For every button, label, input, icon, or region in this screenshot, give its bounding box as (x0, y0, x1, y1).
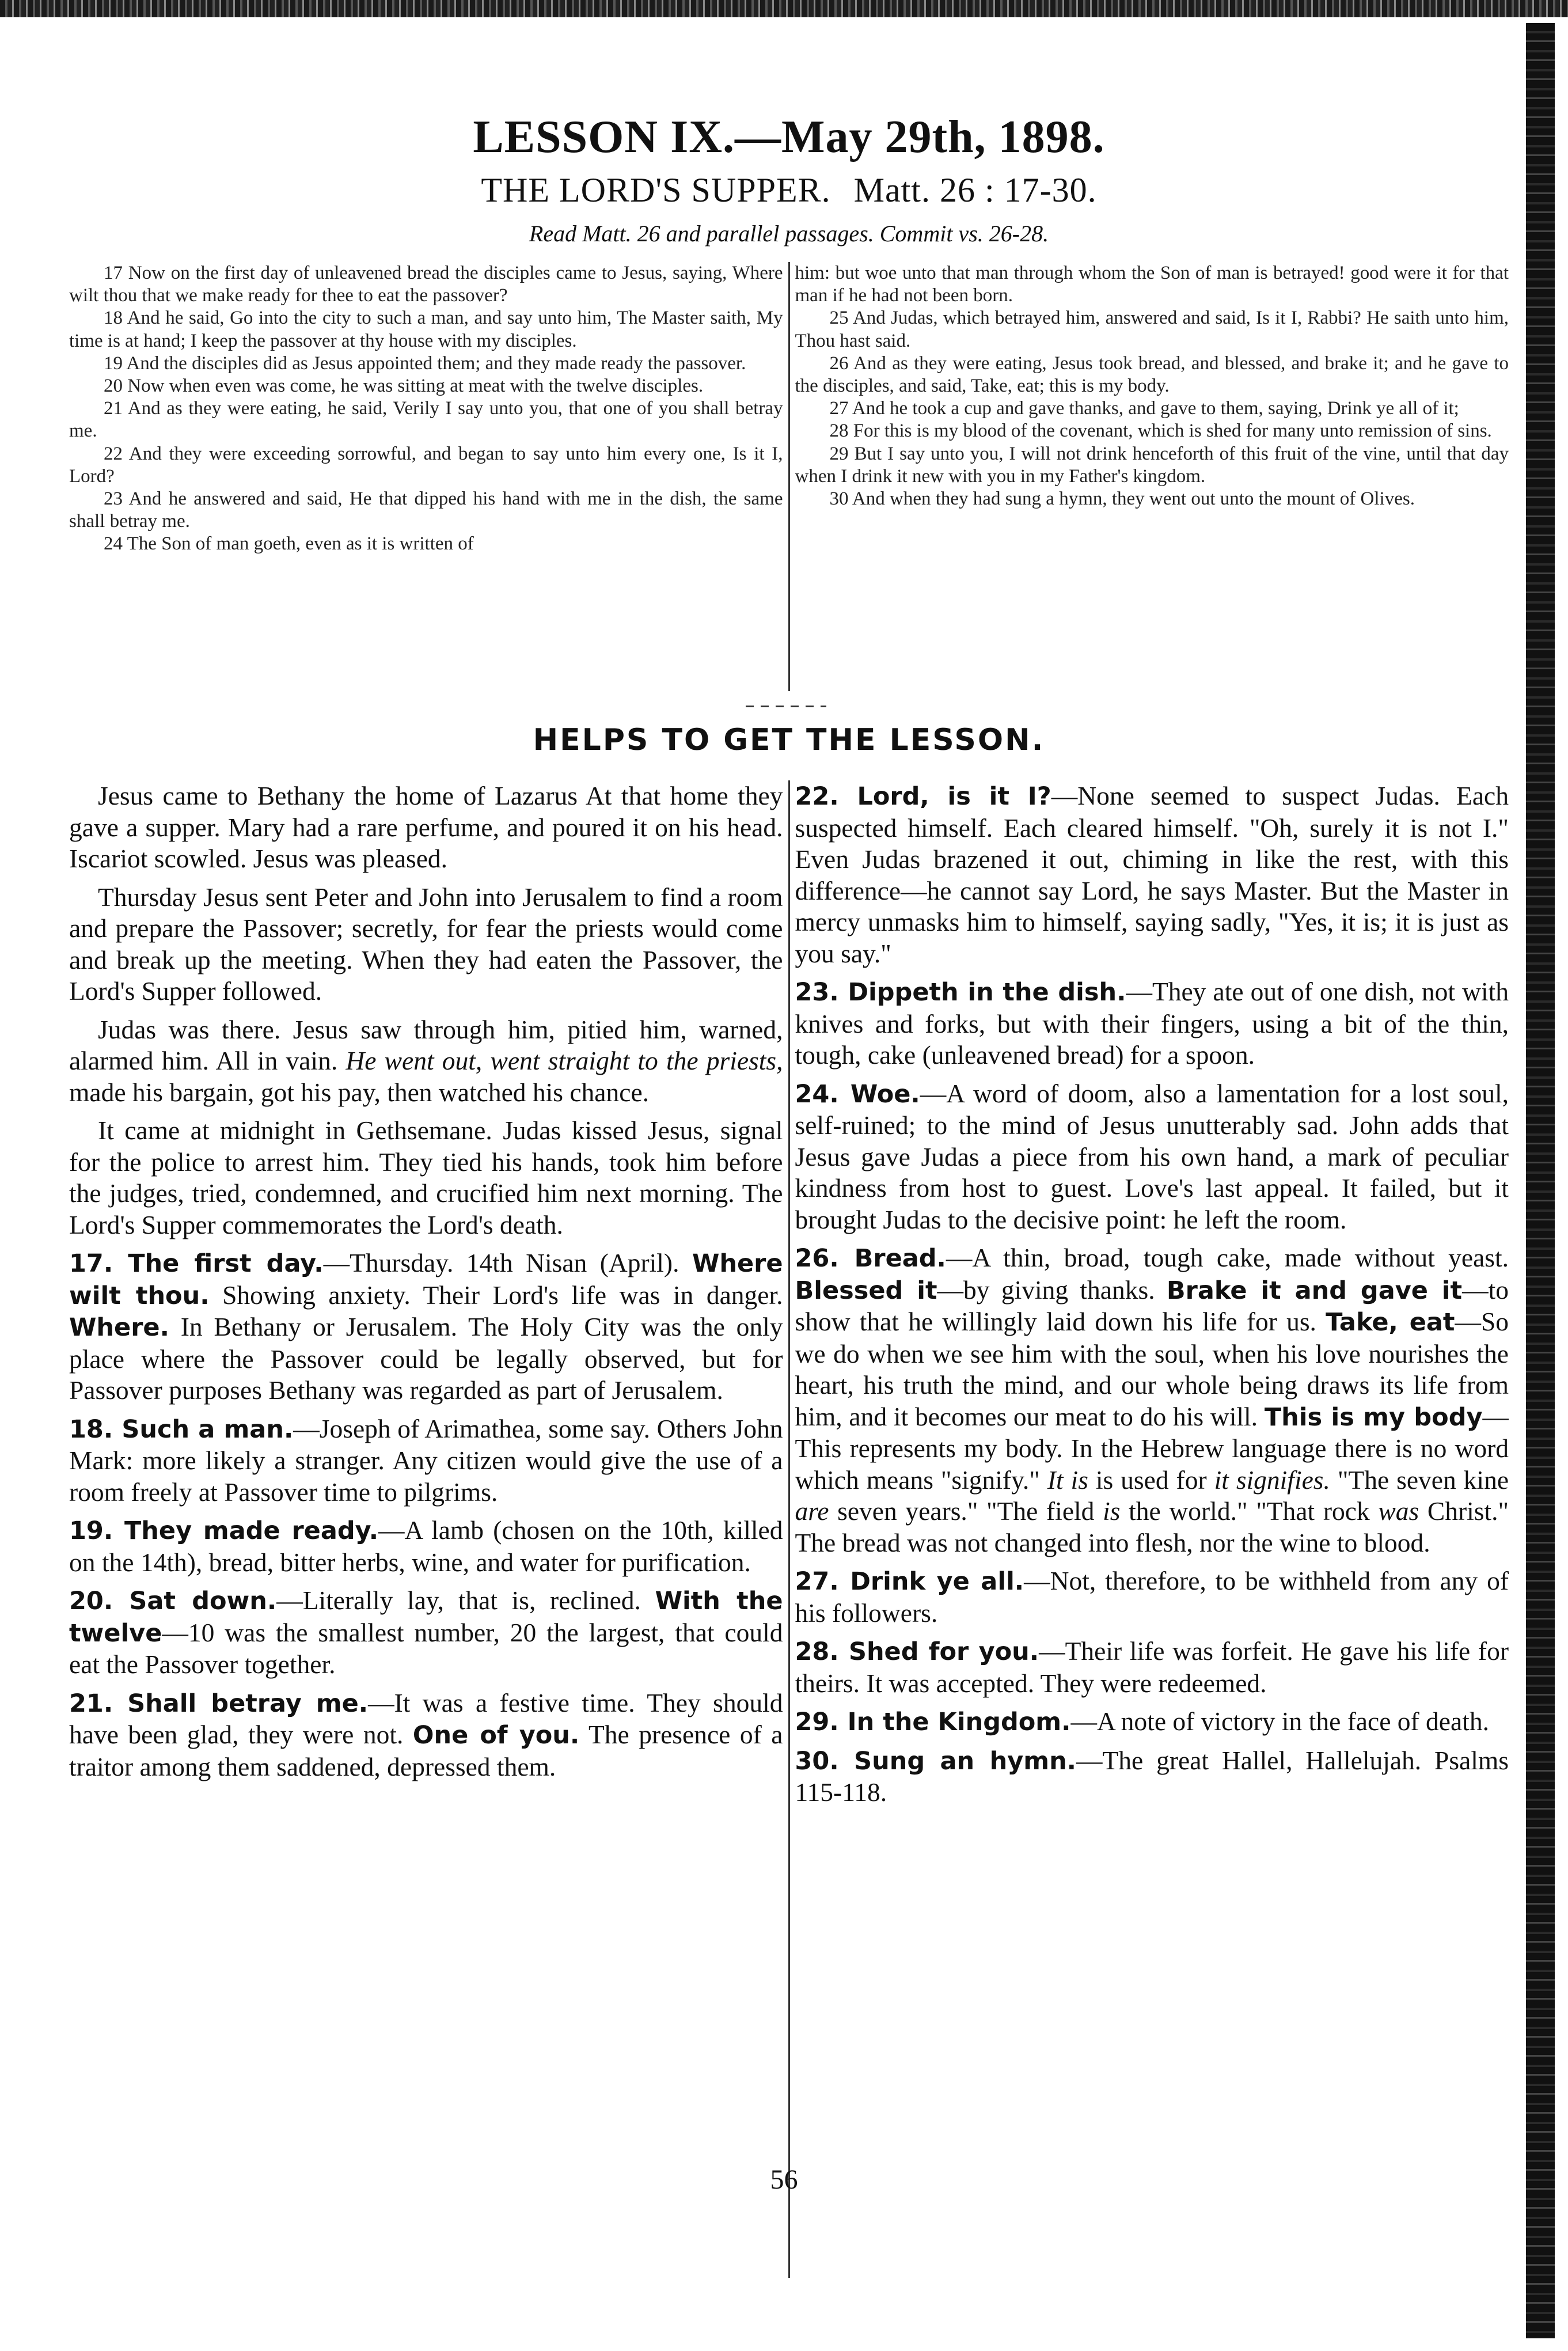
verse-24-continued: him: but woe unto that man through whom the Son of man is betrayed! good were it for that man if he had not been born. (795, 263, 1509, 306)
intro-text: Judas was there. Jesus saw through him, pitied him, warned, alarmed him. All in vain. (69, 1014, 783, 1075)
note-29 (795, 1706, 1509, 1738)
verse-25: 25 And Judas, which betrayed him, answered and said, Is it I, Rabbi? He saith unto him, Thou hast said. (795, 308, 1509, 351)
note-text: —A note of victory in the face of death. (1070, 1707, 1489, 1736)
page-number: 56 (770, 2164, 798, 2195)
note-italic: was (1378, 1496, 1419, 1526)
top-border-decoration (0, 0, 1568, 17)
lesson-reference: Matt. 26 : 17-30. (853, 171, 1097, 209)
note-21 (69, 1688, 783, 1783)
note-keyword: 30. Sung an hymn. (795, 1746, 1077, 1776)
note-text: —They ate out of one dish, not with knives and forks, but with their fingers, using a bit of the thin, tough, cake (unleavened bread) for a spoon. (795, 977, 1509, 1070)
note-keyword: Blessed it (795, 1276, 937, 1305)
note-24 (795, 1078, 1509, 1236)
note-text: the world." "That rock (1129, 1496, 1370, 1526)
note-text: —10 was the smallest number, 20 the largest, that could eat the Passover together. (69, 1617, 783, 1679)
note-keyword: One of you. (412, 1721, 580, 1750)
note-keyword: 20. Sat down. (69, 1587, 277, 1616)
lesson-subtitle-text: THE LORD'S SUPPER. (481, 171, 831, 209)
verse-19: 19 And the disciples did as Jesus appointed them; and they made ready the passover. (104, 352, 746, 374)
note-text: —The great Hallel, Hallelujah. Psalms 115-118. (795, 1745, 1509, 1807)
note-text: —to show that he willingly laid down his life for us. (795, 1275, 1509, 1336)
note-text: In Bethany or Jerusalem. The Holy City was the only place where the Passover could be legally observed, but for Passover purposes Bethany was regarded as part of Jerusalem. (69, 1312, 783, 1405)
note-text: Showing anxiety. Their Lord's life was in danger. (222, 1280, 783, 1310)
note-keyword: 28. Shed for you. (795, 1637, 1039, 1666)
note-18 (69, 1413, 783, 1508)
note-keyword: Take, eat (1326, 1308, 1455, 1337)
note-italic: It is (1047, 1465, 1088, 1495)
note-27 (795, 1565, 1509, 1629)
note-28 (795, 1636, 1509, 1699)
intro-text: made his bargain, got his pay, then watched his chance. (69, 1077, 650, 1107)
note-text: seven years." "The field (837, 1496, 1095, 1526)
note-keyword: 29. In the Kingdom. (795, 1708, 1071, 1736)
verse-23: 23 And he answered and said, He that dipped his hand with me in the dish, the same shall betray me. (69, 488, 783, 532)
note-keyword: Brake it and gave it (1166, 1276, 1463, 1305)
page-content (69, 109, 1509, 1807)
column-divider (788, 780, 790, 2278)
helps-right-column (795, 780, 1509, 2278)
note-text: —Thursday. 14th Nisan (April). (323, 1248, 679, 1277)
note-keyword: 18. Such a man. (69, 1415, 294, 1444)
intro-paragraph (69, 1014, 783, 1109)
verse-30: 30 And when they had sung a hymn, they went out unto the mount of Olives. (829, 488, 1415, 510)
column-divider (788, 262, 790, 691)
note-30 (795, 1745, 1509, 1808)
helps-heading: HELPS TO GET THE LESSON. (533, 723, 1045, 757)
note-text: —Literally lay, that is, reclined. (276, 1586, 641, 1615)
lesson-title: LESSON IX.—May 29th, 1898. (473, 112, 1105, 162)
note-23 (795, 976, 1509, 1071)
note-text: —Joseph of Arimathea, some say. Others John Mark: more likely a stranger. Any citizen would give the use of a room freely at Passover time to pilgrims. (69, 1413, 783, 1507)
verse-17: 17 Now on the first day of unleavened bread the disciples came to Jesus, saying, Where wilt thou that we make ready for thee to eat the passover? (69, 263, 783, 306)
scripture-right-column (795, 262, 1509, 691)
verse-29: 29 But I say unto you, I will not drink henceforth of this fruit of the vine, until that day when I drink it new with you in my Father's kingdom. (795, 443, 1509, 487)
note-text: —It was a festive time. They should have been glad, they were not. (69, 1688, 783, 1749)
verse-22: 22 And they were exceeding sorrowful, and began to say unto him every one, Is it I, Lord? (69, 443, 783, 487)
note-text: —So we do when we see him with the soul, when his love nourishes the heart, his truth the mind, and our whole being draws its life from him, and it becomes our meat to do his will. (795, 1307, 1509, 1431)
intro-italic: He went out, went straight to the priests, (346, 1046, 783, 1075)
verse-20: 20 Now when even was come, he was sitting at meat with the twelve disciples. (104, 376, 704, 397)
section-separator (746, 706, 826, 707)
note-keyword: 19. They made ready. (69, 1516, 379, 1545)
note-text: The presence of a traitor among them saddened, depressed them. (69, 1720, 783, 1781)
note-text: —Not, therefore, to be withheld from any of his followers. (795, 1566, 1509, 1628)
note-20 (69, 1585, 783, 1681)
note-keyword: Where. (69, 1313, 169, 1342)
note-26 (795, 1242, 1509, 1559)
helps-section (69, 780, 1509, 2278)
note-19 (69, 1515, 783, 1578)
note-17 (69, 1247, 783, 1406)
note-text: —A word of doom, also a lamentation for a lost soul, self-ruined; to the mind of Jesus unutterably sad. John adds that Jesus gave Judas a piece from his own hand, a mark of peculiar kindness from host to guest. Love's last appeal. It failed, but it brought Judas to the decisive point: he left the room. (795, 1078, 1509, 1234)
note-22 (795, 780, 1509, 969)
note-keyword: Where wilt thou. (69, 1249, 783, 1310)
verse-28: 28 For this is my blood of the covenant, which is shed for many unto remission of sins. (829, 420, 1492, 442)
verse-26: 26 And as they were eating, Jesus took bread, and blessed, and brake it; and he gave to the disciples, and said, Take, eat; this is my body. (795, 352, 1509, 397)
note-italic: is (1103, 1496, 1121, 1526)
note-keyword: With the twelve (69, 1587, 783, 1648)
note-keyword: 27. Drink ye all. (795, 1567, 1024, 1596)
note-italic: are (795, 1496, 829, 1526)
note-keyword: 22. Lord, is it I? (795, 782, 1051, 811)
verse-24: 24 The Son of man goeth, even as it is written of (104, 533, 474, 555)
note-keyword: 24. Woe. (795, 1079, 920, 1109)
note-keyword: 26. Bread. (795, 1244, 946, 1273)
note-text: is used for (1095, 1465, 1207, 1495)
note-italic: it signifies. (1214, 1465, 1330, 1495)
note-keyword: This is my body (1264, 1402, 1483, 1432)
note-keyword: 23. Dippeth in the dish. (795, 978, 1126, 1007)
intro-paragraph: Thursday Jesus sent Peter and John into Jerusalem to find a room and prepare the Passover; secretly, for fear the priests would come and break up the meeting. When they had eaten the Passover, the Lord's Supper followed. (69, 882, 783, 1006)
note-text: —None seemed to suspect Judas. Each suspected himself. Each cleared himself. "Oh, surely it is not I." Even Judas brazened it out, chiming in like the rest, with this difference—he cannot say Lord, he says Master. But the Master in mercy unmasks him to himself, saying sadly, "Yes, it is; it is just as you say." (795, 781, 1509, 968)
note-keyword: 17. The first day. (69, 1249, 324, 1278)
note-text: —A thin, broad, tough cake, made without yeast. (946, 1243, 1509, 1272)
verse-18: 18 And he said, Go into the city to such a man, and say unto him, The Master saith, My time is at hand; I keep the passover at thy house with my disciples. (69, 308, 783, 351)
note-text: Christ." The bread was not changed into flesh, nor the wine to blood. (795, 1496, 1509, 1557)
read-commit-note: Read Matt. 26 and parallel passages. Commit vs. 26-28. (529, 221, 1049, 247)
verse-27: 27 And he took a cup and gave thanks, and gave to them, saying, Drink ye all of it; (829, 398, 1459, 419)
intro-paragraph: It came at midnight in Gethsemane. Judas kissed Jesus, signal for the police to arrest him. They tied his hands, took him before the judges, tried, condemned, and crucified him next morning. The Lord's Supper commemorates the Lord's death. (69, 1116, 783, 1239)
lesson-subtitle (69, 168, 1509, 212)
note-keyword: 21. Shall betray me. (69, 1689, 369, 1718)
note-text: —by giving thanks. (937, 1275, 1155, 1305)
scripture-passage (69, 262, 1509, 691)
note-text: —A lamb (chosen on the 10th, killed on the 14th), bread, bitter herbs, wine, and water for purification. (69, 1515, 783, 1577)
intro-paragraph: Jesus came to Bethany the home of Lazarus At that home they gave a supper. Mary had a rare perfume, and poured it on his head. Iscariot scowled. Jesus was pleased. (69, 781, 783, 873)
note-text: —This represents my body. In the Hebrew language there is no word which means "signify." (795, 1401, 1509, 1495)
scripture-left-column (69, 262, 783, 691)
note-text: "The seven kine (1337, 1465, 1509, 1495)
note-text: —Their life was forfeit. He gave his life for theirs. It was accepted. They were redeemed. (795, 1636, 1509, 1698)
right-border-decoration (1526, 23, 1555, 2338)
verse-21: 21 And as they were eating, he said, Verily I say unto you, that one of you shall betray me. (69, 398, 783, 442)
helps-left-column (69, 780, 783, 2278)
